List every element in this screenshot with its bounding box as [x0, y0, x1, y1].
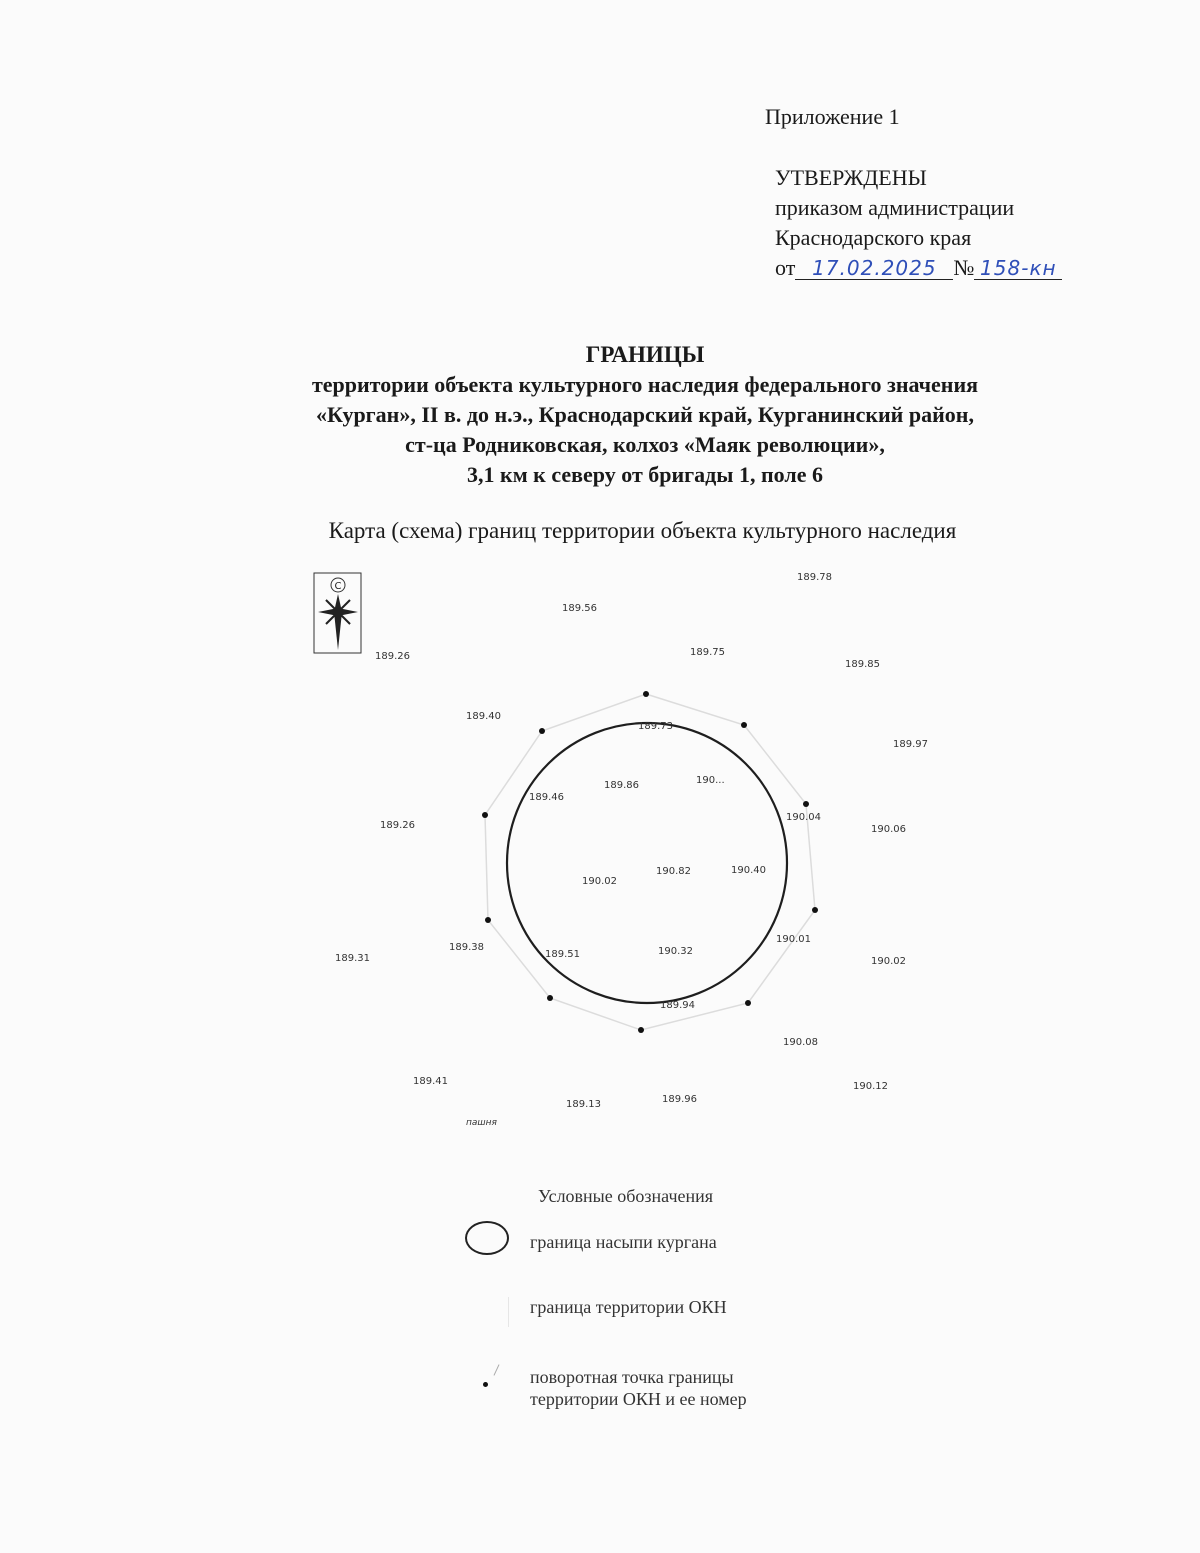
elevation-label: 189.86: [604, 780, 639, 791]
turning-point: [539, 728, 545, 734]
elevation-label: 189.38: [449, 942, 484, 953]
elevation-label: 190...: [696, 775, 725, 786]
title-line-2: территории объекта культурного наследия федерального значения: [311, 372, 979, 397]
turning-point: [745, 1000, 751, 1006]
legend-title: Условные обозначения: [538, 1186, 714, 1206]
annex-label: Приложение 1: [765, 104, 900, 129]
elevation-label: 189.85: [845, 659, 880, 670]
elevation-label: 189.78: [797, 572, 832, 583]
elevation-label: 190.82: [656, 866, 691, 877]
elevation-label: 189.26: [380, 820, 415, 831]
legend-item-turn-point: [530, 1366, 747, 1410]
north-arrow-icon: [314, 573, 361, 653]
turn-point-dot-icon: [483, 1382, 488, 1387]
turning-point: [638, 1027, 644, 1033]
elevation-label: 189.56: [562, 603, 597, 614]
elevation-label: 189.46: [529, 792, 564, 803]
elevation-label: 190.02: [582, 876, 617, 887]
legend-turn-point-line-1: поворотная точка границы: [530, 1367, 734, 1387]
elevation-label: 189.51: [545, 949, 580, 960]
elevation-label: 190.12: [853, 1081, 888, 1092]
elevation-label: 190.02: [871, 956, 906, 967]
approved-region: Краснодарского края: [775, 225, 972, 250]
legend-turn-point-line-2: территории ОКН и ее номер: [530, 1389, 747, 1409]
title-line-1: ГРАНИЦЫ: [585, 342, 705, 367]
elevation-label: 189.94: [660, 1000, 695, 1011]
turning-point: [485, 917, 491, 923]
date-prefix: от: [775, 255, 796, 280]
elevation-label: 190.06: [871, 824, 906, 835]
elevation-label: 189.41: [413, 1076, 448, 1087]
elevation-label: 189.40: [466, 711, 501, 722]
turning-point: [482, 812, 488, 818]
title-line-4: ст-ца Родниковская, колхоз «Маяк революции»,: [405, 432, 885, 457]
mound-boundary-circle: [507, 723, 787, 1003]
legend-mound-label: граница насыпи кургана: [530, 1232, 717, 1252]
territory-line-symbol-icon: [508, 1297, 509, 1327]
elevation-label: 190.32: [658, 946, 693, 957]
handwritten-date: 17.02.2025: [812, 256, 937, 280]
mound-circle-symbol-icon: [465, 1221, 509, 1255]
field-label: пашня: [466, 1118, 497, 1128]
map-subtitle: Карта (схема) границ территории объекта культурного наследия: [328, 518, 957, 543]
turning-point: [547, 995, 553, 1001]
elevation-label: 190.01: [776, 934, 811, 945]
okn-territory-boundary: [485, 694, 815, 1030]
title-line-5: 3,1 км к северу от бригады 1, поле 6: [467, 462, 823, 487]
elevation-label: 189.73: [638, 721, 673, 732]
elevation-label: 189.31: [335, 953, 370, 964]
elevation-label: 190.40: [731, 865, 766, 876]
elevation-label: 189.96: [662, 1094, 697, 1105]
legend-territory-label: граница территории ОКН: [530, 1297, 727, 1317]
elevation-label: 189.26: [375, 651, 410, 662]
turning-point: [741, 722, 747, 728]
elevation-marks: [335, 572, 928, 1128]
legend-item-territory: [530, 1296, 727, 1318]
approved-by-order: приказом администрации: [775, 195, 1015, 220]
handwritten-number: 158-кн: [980, 256, 1057, 280]
turning-point: [643, 691, 649, 697]
elevation-label: 190.08: [783, 1037, 818, 1048]
legend-item-mound: [530, 1231, 717, 1253]
elevation-label: 189.97: [893, 739, 928, 750]
elevation-label: 189.75: [690, 647, 725, 658]
title-line-3: «Курган», II в. до н.э., Краснодарский край, Курганинский район,: [316, 402, 974, 427]
approved-heading: УТВЕРЖДЕНЫ: [775, 165, 927, 190]
elevation-label: 190.04: [786, 812, 821, 823]
turning-point: [812, 907, 818, 913]
turning-point: [803, 801, 809, 807]
elevation-label: 189.13: [566, 1099, 601, 1110]
north-letter: С: [334, 581, 342, 592]
turning-points: [482, 691, 818, 1033]
number-sign: №: [953, 255, 975, 280]
